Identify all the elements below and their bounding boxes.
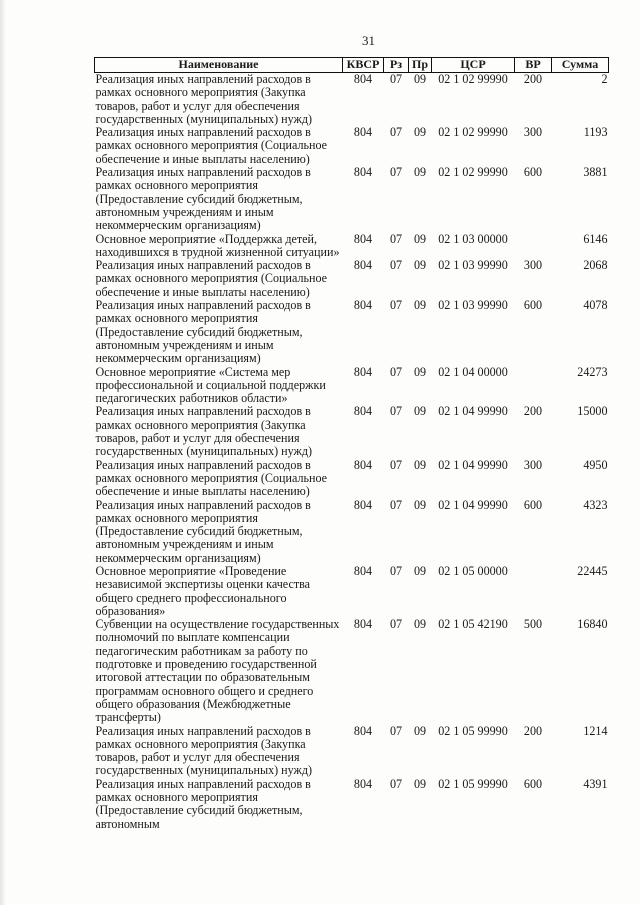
row-kvsr: 804 [353, 723, 373, 738]
table-row [95, 565, 609, 618]
table-header-row [95, 58, 609, 73]
row-rz: 07 [389, 125, 403, 140]
row-pr: 09 [413, 497, 427, 512]
row-sum: 24273 [577, 364, 608, 379]
row-name: Реализация иных направлений расходов в рамках основного мероприятия (Предоставление субсидий бюджетным, автономным учреждениям и иным некоммерческим организациям) [95, 497, 311, 565]
row-pr: 09 [413, 298, 427, 313]
row-vr: 300 [523, 457, 543, 472]
row-kvsr: 804 [353, 404, 373, 419]
row-rz: 07 [389, 563, 403, 578]
row-sum: 4391 [583, 776, 608, 791]
table-body [95, 73, 609, 831]
row-pr: 09 [413, 258, 427, 273]
row-name: Реализация иных направлений расходов в рамках основного мероприятия (Предоставление субсидий бюджетным, автономным учреждениям и иным некоммерческим организациям) [95, 298, 311, 366]
row-kvsr: 804 [353, 298, 373, 313]
row-rz: 07 [389, 723, 403, 738]
row-sum: 4078 [583, 298, 608, 313]
row-rz: 07 [389, 258, 403, 273]
row-vr: 200 [523, 723, 543, 738]
row-pr: 09 [413, 165, 427, 180]
row-csr: 02 1 05 99990 [438, 723, 508, 738]
row-kvsr: 804 [353, 364, 373, 379]
scan-edge [0, 0, 6, 905]
row-kvsr: 804 [353, 617, 373, 632]
header-rz: Рз [384, 58, 409, 73]
row-pr: 09 [413, 72, 427, 86]
row-kvsr: 804 [353, 258, 373, 273]
row-name: Реализация иных направлений расходов в рамках основного мероприятия (Социальное обеспечение и иные выплаты населению) [95, 258, 328, 299]
table-row [95, 73, 609, 127]
row-sum: 16840 [577, 617, 608, 632]
row-vr: 600 [523, 776, 543, 791]
row-rz: 07 [389, 497, 403, 512]
row-rz: 07 [389, 617, 403, 632]
row-name: Реализация иных направлений расходов в рамках основного мероприятия (Предоставление субсидий бюджетным, автономным [95, 776, 311, 831]
row-csr: 02 1 02 99990 [438, 165, 508, 180]
row-rz: 07 [389, 298, 403, 313]
row-csr: 02 1 02 99990 [438, 72, 508, 86]
budget-table [94, 57, 609, 831]
row-name: Реализация иных направлений расходов в рамках основного мероприятия (Закупка товаров, работ и услуг для обеспечения государственных (муниципальных) нужд) [95, 72, 313, 126]
row-csr: 02 1 03 99990 [438, 298, 508, 313]
row-rz: 07 [389, 364, 403, 379]
row-rz: 07 [389, 72, 403, 86]
row-vr [515, 565, 552, 618]
row-rz: 07 [389, 776, 403, 791]
row-pr: 09 [413, 457, 427, 472]
row-pr: 09 [413, 776, 427, 791]
row-csr: 02 1 04 99990 [438, 457, 508, 472]
row-kvsr: 804 [353, 497, 373, 512]
row-sum: 4323 [583, 497, 608, 512]
row-sum: 1214 [583, 723, 608, 738]
header-name: Наименование [95, 58, 343, 73]
row-sum: 2 [601, 72, 608, 86]
row-csr: 02 1 05 00000 [438, 563, 508, 578]
row-vr: 600 [523, 298, 543, 313]
row-pr: 09 [413, 617, 427, 632]
table-row [95, 233, 609, 260]
page-number: 31 [362, 33, 375, 48]
row-sum: 3881 [583, 165, 608, 180]
row-csr: 02 1 02 99990 [438, 125, 508, 140]
row-name: Основное мероприятие «Система мер профессиональной и социальной поддержки педагогических работников области» [95, 364, 326, 406]
row-name: Реализация иных направлений расходов в рамках основного мероприятия (Закупка товаров, работ и услуг для обеспечения государственных (муниципальных) нужд) [95, 723, 313, 778]
row-pr: 09 [413, 125, 427, 140]
row-csr: 02 1 04 00000 [438, 364, 508, 379]
row-csr: 02 1 04 99990 [438, 497, 508, 512]
header-pr: Пр [409, 58, 432, 73]
table-row [95, 618, 609, 724]
row-name: Реализация иных направлений расходов в рамках основного мероприятия (Закупка товаров, работ и услуг для обеспечения государственных (муниципальных) нужд) [95, 404, 313, 459]
row-pr: 09 [413, 563, 427, 578]
row-sum: 22445 [577, 563, 608, 578]
row-csr: 02 1 03 00000 [438, 231, 508, 246]
row-name: Реализация иных направлений расходов в рамках основного мероприятия (Социальное обеспечение и иные выплаты населению) [95, 457, 328, 499]
table-row [95, 299, 609, 365]
row-sum: 15000 [577, 404, 608, 419]
row-kvsr: 804 [353, 125, 373, 140]
row-kvsr: 804 [353, 165, 373, 180]
row-vr: 600 [523, 497, 543, 512]
row-rz: 07 [389, 457, 403, 472]
row-pr: 09 [413, 231, 427, 246]
table-row [95, 405, 609, 458]
row-sum: 4950 [583, 457, 608, 472]
row-csr: 02 1 03 99990 [438, 258, 508, 273]
header-vr: ВР [515, 58, 552, 73]
row-name: Основное мероприятие «Поддержка детей, находившихся в трудной жизненной ситуации» [95, 231, 340, 259]
row-csr: 02 1 04 99990 [438, 404, 508, 419]
row-vr: 600 [523, 165, 543, 180]
row-vr [515, 233, 552, 260]
header-csr: ЦСР [432, 58, 515, 73]
table-row [95, 366, 609, 406]
row-csr: 02 1 05 99990 [438, 776, 508, 791]
row-name: Основное мероприятие «Проведение независимой экспертизы оценки качества общего среднего профессионального образования» [95, 563, 311, 618]
row-name: Реализация иных направлений расходов в рамках основного мероприятия (Предоставление субсидий бюджетным, автономным учреждениям и иным некоммерческим организациям) [95, 165, 311, 233]
row-vr [515, 366, 552, 406]
table-row [95, 459, 609, 499]
row-rz: 07 [389, 231, 403, 246]
row-vr: 200 [523, 72, 543, 86]
row-pr: 09 [413, 723, 427, 738]
table-row [95, 126, 609, 166]
row-vr: 300 [523, 125, 543, 140]
row-vr: 300 [523, 258, 543, 273]
row-kvsr: 804 [353, 457, 373, 472]
row-kvsr: 804 [353, 72, 373, 86]
row-kvsr: 804 [353, 563, 373, 578]
table-row [95, 259, 609, 299]
header-kvsr: КВСР [343, 58, 384, 73]
row-sum: 2068 [583, 258, 608, 273]
row-rz: 07 [389, 165, 403, 180]
row-sum: 6146 [583, 231, 608, 246]
table-row [95, 778, 609, 831]
row-csr: 02 1 05 42190 [438, 617, 508, 632]
table-row [95, 166, 609, 232]
row-pr: 09 [413, 404, 427, 419]
table-row [95, 725, 609, 778]
row-pr: 09 [413, 364, 427, 379]
row-name: Реализация иных направлений расходов в рамках основного мероприятия (Социальное обеспечение и иные выплаты населению) [95, 125, 328, 166]
table-row [95, 499, 609, 565]
row-kvsr: 804 [353, 231, 373, 246]
row-rz: 07 [389, 404, 403, 419]
row-name: Субвенции на осуществление государственных полномочий по выплате компенсации педагогическим работникам за работу по подготовке и проведению государственной итоговой аттестации по образовательным программам основного общего и среднего общего образования (Межбюджетные трансферты) [95, 617, 340, 725]
row-vr: 200 [523, 404, 543, 419]
row-kvsr: 804 [353, 776, 373, 791]
header-sum: Сумма [552, 58, 609, 73]
row-sum: 1193 [583, 125, 608, 140]
row-vr: 500 [523, 617, 543, 632]
